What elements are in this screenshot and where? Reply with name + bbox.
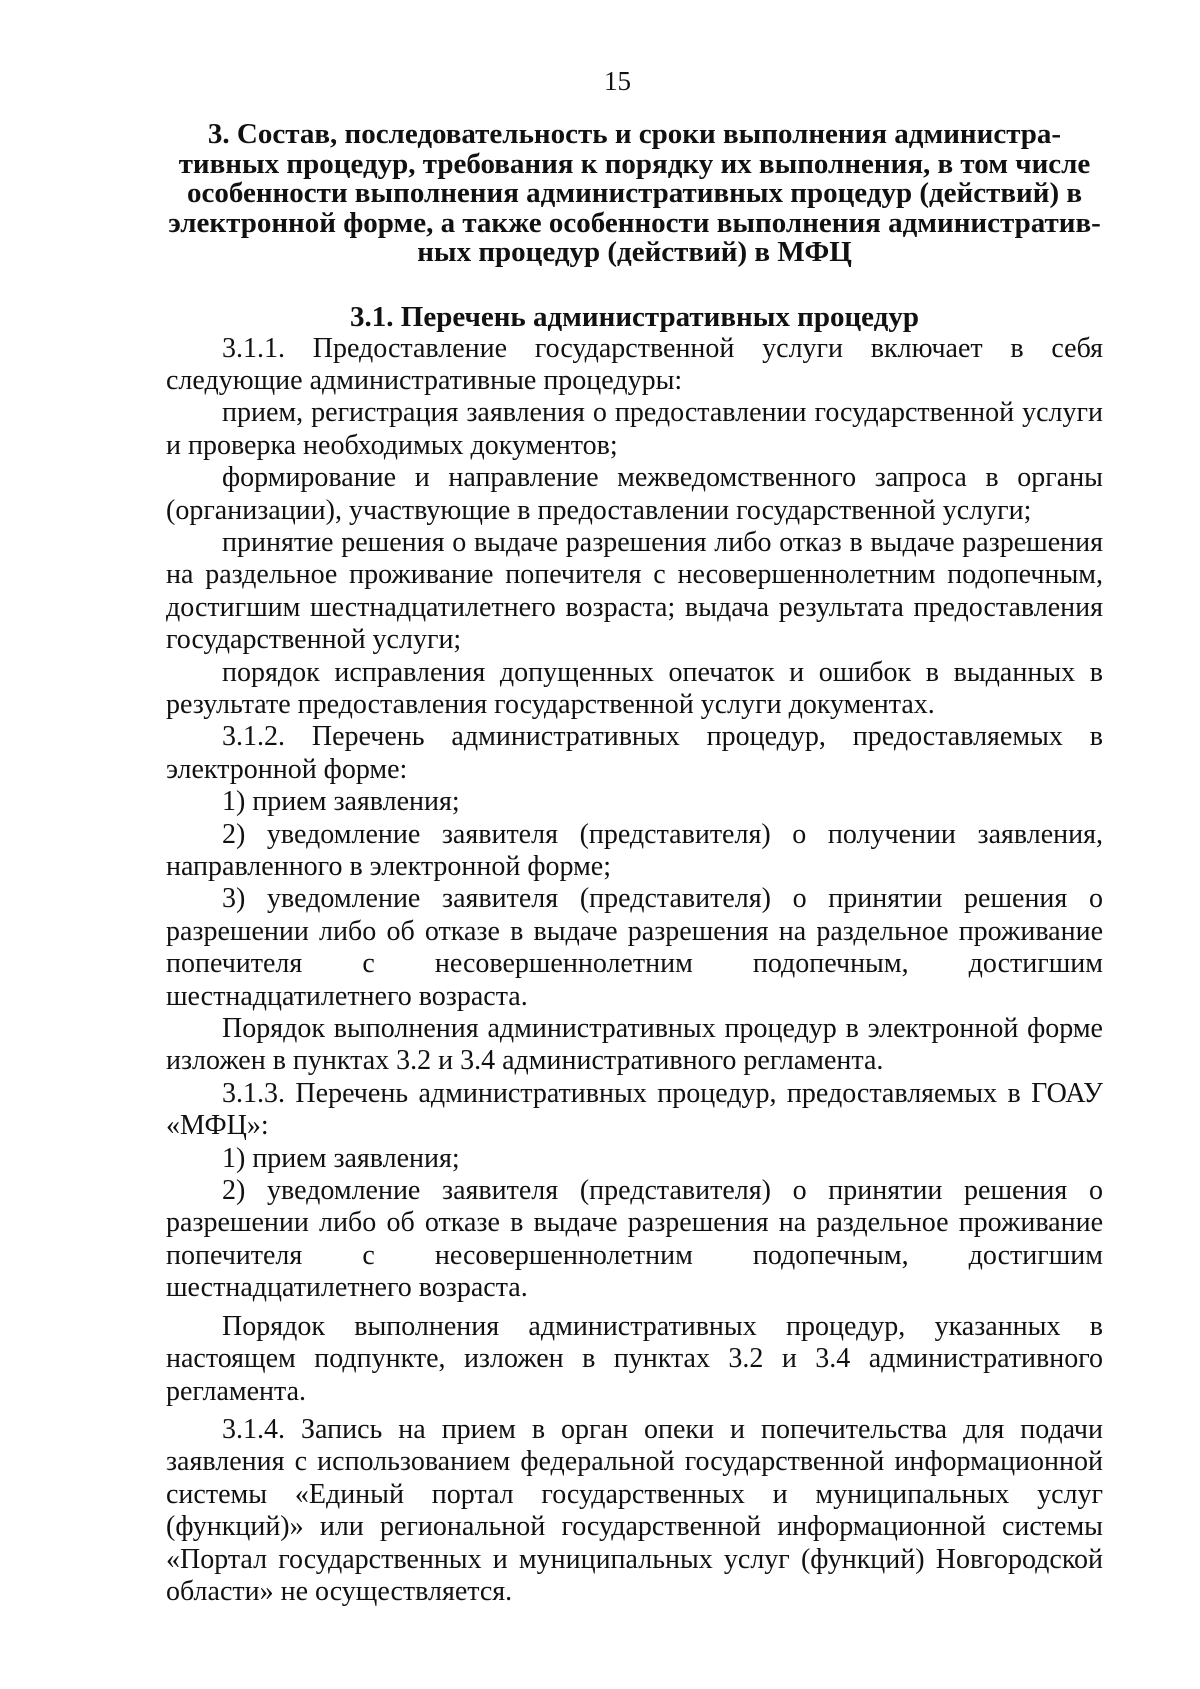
section-heading (166, 120, 1103, 268)
list-item-interagency-request: формирование и направление межведомственного запроса в органы (организации), участвующие в предоставлении государственной услуги; (166, 462, 1103, 526)
list-item-decision: принятие решения о выдаче разрешения либо отказ в выдаче разрешения на раздельное проживание попечителя с несовершеннолетним подопечным, достигшим шестнадцатилетнего возраста; выдача результата предоставления государственной услуги; (166, 526, 1103, 656)
section-heading-line: тивных процедур, требования к порядку их выполнения, в том числе (178, 147, 1091, 180)
subsection-heading: 3.1. Перечень административных процедур (350, 300, 919, 333)
list-item: 2) уведомление заявителя (представителя) о принятии решения о разрешении либо об отказе в выдаче разрешения на раздельное проживание попечителя с несовершеннолетним подопечным, достигшим шестнадцатилетнего возраста. (166, 1175, 1103, 1304)
list-item: 2) уведомление заявителя (представителя) о получении заявления, направленного в электронной форме; (166, 818, 1103, 882)
section-heading-line: 3. Состав, последовательность и сроки выполнения администра- (207, 118, 1062, 150)
paragraph-mfc-procedure-order: Порядок выполнения административных процедур, указанных в настоящем подпункте, изложен в пунктах 3.2 и 3.4 административного регламента. (166, 1310, 1103, 1407)
list-item: 1) прием заявления; (222, 1142, 460, 1174)
list-item: 3) уведомление заявителя (представителя) о принятии решения о разрешении либо об отказе в выдаче разрешения на раздельное проживание попечителя с несовершеннолетним подопечным, достигшим шестнадцатилетнего возраста. (166, 883, 1103, 1012)
section-heading-line: особенности выполнения административных процедур (действий) в (186, 177, 1083, 209)
text-column (166, 120, 1103, 1608)
paragraph-3-1-3: 3.1.3. Перечень административных процедур, предоставляемых в ГОАУ «МФЦ»: (166, 1077, 1103, 1142)
paragraph-electronic-procedure-order: Порядок выполнения административных процедур в электронной форме изложен в пунктах 3.2 и 3.4 административного регламента. (166, 1013, 1103, 1077)
section-heading-line: ных процедур (действий) в МФЦ (417, 236, 852, 268)
paragraph-3-1-1: 3.1.1. Предоставление государственной услуги включает в себя следующие административные процедуры: (166, 332, 1103, 396)
list-item-error-correction: порядок исправления допущенных опечаток и ошибок в выданных в результате предоставления государственной услуги документах. (166, 656, 1103, 720)
paragraph-3-1-2: 3.1.2. Перечень административных процедур, предоставляемых в электронной форме: (166, 721, 1103, 785)
page-number: 15 (604, 66, 631, 96)
list-item: 1) прием заявления; (222, 786, 460, 818)
section-heading-line: электронной форме, а также особенности выполнения административ- (168, 206, 1101, 239)
paragraph-3-1-4: 3.1.4. Запись на прием в орган опеки и попечительства для подачи заявления с использованием федеральной государственной информационной системы «Единый портал государственных и муниципальных услуг (функций)» или региональной государственной информационной системы «Портал государственных и муниципальных услуг (функций) Новгородской области» не осуществляется. (166, 1413, 1103, 1607)
list-item-reception: прием, регистрация заявления о предоставлении государственной услуги и проверка необходимых документов; (166, 397, 1103, 461)
